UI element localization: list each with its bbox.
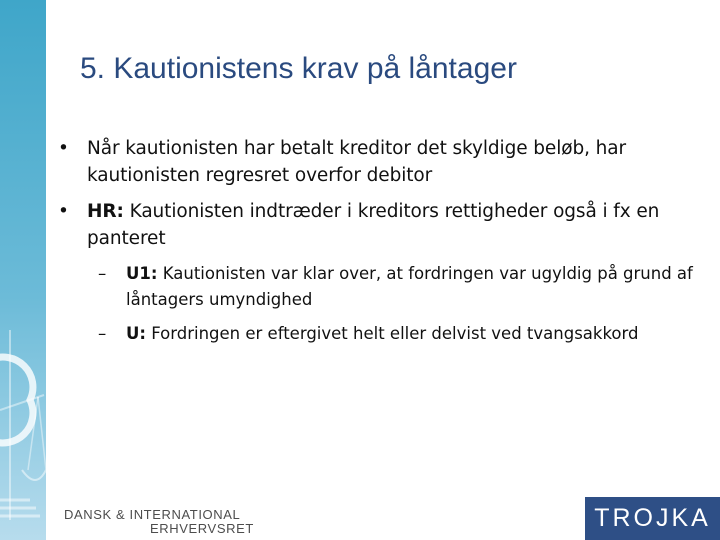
bullet-dot-icon: • — [58, 201, 69, 222]
slide-title: 5. Kautionistens krav på låntager — [80, 52, 517, 85]
bullet-text: Kautionisten indtræder i kreditors rettigheder også i fx en panteret — [87, 201, 660, 249]
bullet-dot-icon: • — [58, 138, 69, 159]
sub-bullet-item — [58, 321, 713, 347]
dash-icon: – — [98, 264, 107, 283]
brand-logo: TROJKA — [585, 497, 720, 540]
bullet-text: Når kautionisten har betalt kreditor det skyldige beløb, har kautionisten regresret overfor debitor — [87, 138, 627, 186]
sub-bullet-text: Kautionisten var klar over, at fordringen var ugyldig på grund af låntagers umyndighed — [126, 264, 693, 309]
bullet-label: HR: — [87, 201, 124, 222]
decorative-side-strip — [0, 0, 46, 540]
dash-icon: – — [98, 324, 107, 343]
sub-bullet-label: U1: — [126, 264, 158, 283]
bullet-item — [58, 135, 713, 189]
slide-content — [58, 135, 713, 355]
sub-bullet-text: Fordringen er eftergivet helt eller delvist ved tvangsakkord — [146, 324, 639, 343]
footer-logo-line2: ERHVERVSRET — [150, 521, 254, 536]
footer-logo-line1: DANSK & INTERNATIONAL — [64, 507, 241, 522]
sub-bullet-item — [58, 261, 713, 313]
footer-logo — [64, 508, 254, 536]
bullet-item — [58, 198, 713, 252]
scales-of-justice-icon — [0, 0, 46, 540]
sub-bullet-label: U: — [126, 324, 146, 343]
